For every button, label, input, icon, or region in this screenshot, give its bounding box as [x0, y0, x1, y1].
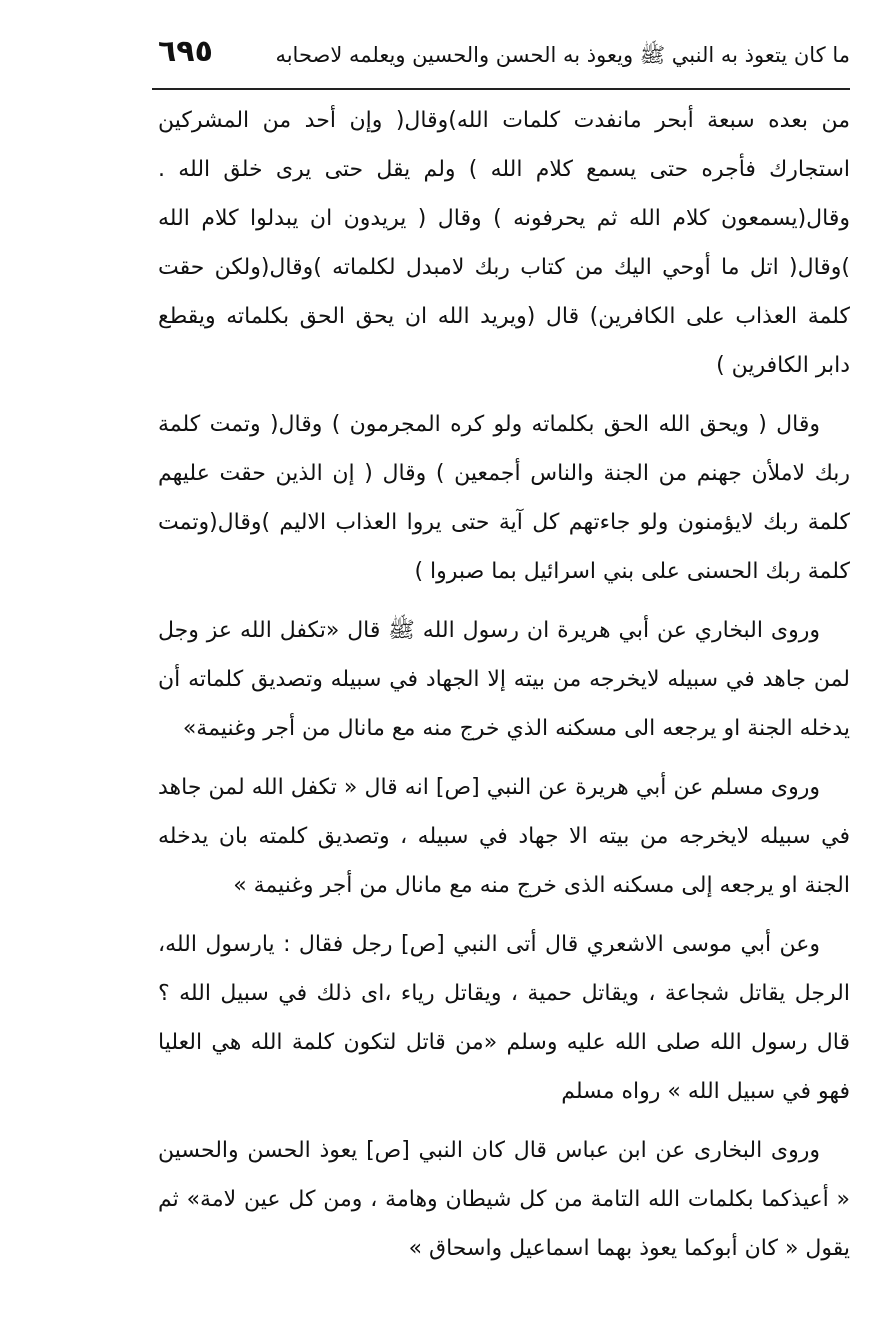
header-rule — [152, 88, 850, 90]
paragraph-muslim-hadith: وروى مسلم عن أبي هريرة عن النبي [ص] انه قال « تكفل الله لمن جاهد في سبيله لايخرجه من بيته الا جهاد في سبيله ، وتصديق كلمته بان يدخله الجنة او يرجعه إلى مسكنه الذى خرج منه مع مانال من أجر وغنيمة » — [158, 775, 850, 898]
page-header — [150, 34, 850, 84]
body-text — [158, 96, 850, 1261]
paragraph-ibn-abbas-hadith: وروى البخارى عن ابن عباس قال كان النبي [ص] يعوذ الحسن والحسين « أعيذكما بكلمات الله التامة من كل شيطان وهامة ، ومن كل عين لامة» ثم يقول « كان أبوكما يعوذ بهما اسماعيل واسحاق » — [158, 1138, 850, 1261]
page-number: ٦٩٥ — [158, 34, 213, 69]
paragraph-quran-verses-continued: وقال ( ويحق الله الحق بكلماته ولو كره المجرمون ) وقال( وتمت كلمة ربك لاملأن جهنم من الجنة والناس أجمعين ) وقال ( إن الذين حقت عليهم كلمة ربك لايؤمنون ولو جاءتهم كل آية حتى يروا العذاب الاليم )وقال(وتمت كلمة ربك الحسنى على بني اسرائيل بما صبروا ) — [158, 412, 850, 584]
running-head: ما كان يتعوذ به النبي ﷺ ويعوذ به الحسن والحسين ويعلمه لاصحابه — [275, 43, 850, 67]
paragraph-bukhari-hadith: وروى البخاري عن أبي هريرة ان رسول الله ﷺ قال «تكفل الله عز وجل لمن جاهد في سبيله لايخرجه من بيته إلا الجهاد في سبيله وتصديق كلماته أن يدخله الجنة او يرجعه الى مسكنه الذي خرج منه مع مانال من أجر وغنيمة» — [158, 618, 850, 741]
paragraph-abu-musa-hadith: وعن أبي موسى الاشعري قال أتى النبي [ص] رجل فقال : يارسول الله، الرجل يقاتل شجاعة ، ويقاتل حمية ، ويقاتل رياء ،اى ذلك في سبيل الله ؟ قال رسول الله صلى الله عليه وسلم «من قاتل لتكون كلمة الله هي العليا فهو في سبيل الله » رواه مسلم — [158, 932, 850, 1104]
paragraph-quran-verses: من بعده سبعة أبحر مانفدت كلمات الله)وقال( وإن أحد من المشركين استجارك فأجره حتى يسمع كلام الله ) ولم يقل حتى يرى خلق الله . وقال(يسمعون كلام الله ثم يحرفونه ) وقال ( يريدون ان يبدلوا كلام الله )وقال( اتل ما أوحي اليك من كتاب ربك لامبدل لكلماته )وقال(ولكن حقت كلمة العذاب على الكافرين) قال (ويريد الله ان يحق الحق بكلماته ويقطع دابر الكافرين ) — [158, 108, 850, 378]
